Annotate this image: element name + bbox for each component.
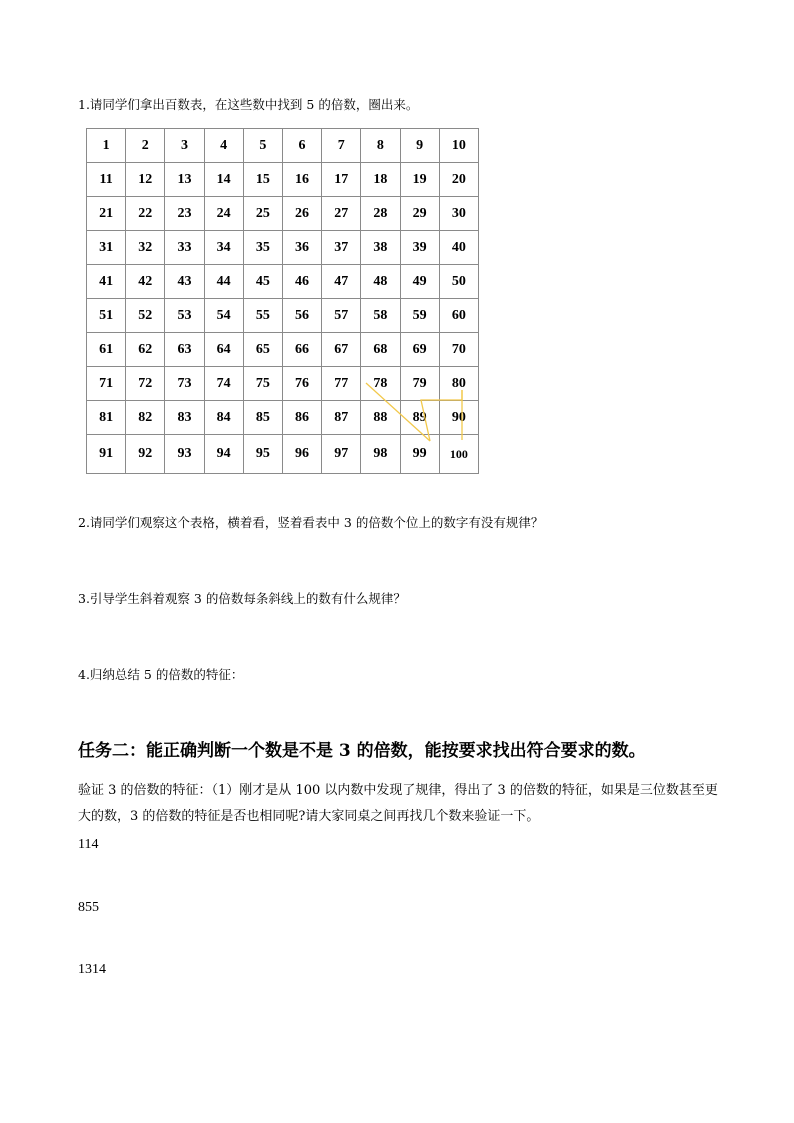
hundred-chart-cell: 32 [126, 231, 165, 265]
hundred-chart-cell: 64 [204, 333, 243, 367]
hundred-chart-cell: 75 [243, 367, 282, 401]
hundred-chart-cell: 60 [439, 299, 478, 333]
hundred-chart-cell: 10 [439, 129, 478, 163]
verify-number-3: 1314 [78, 962, 106, 977]
hundred-chart-cell: 8 [361, 129, 400, 163]
hundred-chart-cell: 50 [439, 265, 478, 299]
hundred-chart-cell: 63 [165, 333, 204, 367]
hundred-chart-cell: 69 [400, 333, 439, 367]
hundred-chart-cell: 66 [282, 333, 321, 367]
hundred-chart-cell: 48 [361, 265, 400, 299]
hundred-chart-cell: 65 [243, 333, 282, 367]
hundred-chart-cell: 41 [87, 265, 126, 299]
hundred-chart-cell: 2 [126, 129, 165, 163]
hundred-chart-cell: 12 [126, 163, 165, 197]
hundred-chart-cell: 44 [204, 265, 243, 299]
hundred-chart-cell: 73 [165, 367, 204, 401]
hundred-chart-cell: 98 [361, 435, 400, 474]
hundred-chart-cell: 19 [400, 163, 439, 197]
hundred-chart-cell: 38 [361, 231, 400, 265]
hundred-chart-cell: 9 [400, 129, 439, 163]
hundred-chart-cell: 40 [439, 231, 478, 265]
hundred-chart-row [87, 333, 479, 367]
hundred-chart-cell: 21 [87, 197, 126, 231]
hundred-chart-cell: 15 [243, 163, 282, 197]
hundred-chart-cell: 93 [165, 435, 204, 474]
hundred-chart-cell: 5 [243, 129, 282, 163]
question-3: 3.引导学生斜着观察 3 的倍数每条斜线上的数有什么规律？ [78, 591, 406, 606]
hundred-chart-cell: 79 [400, 367, 439, 401]
hundred-chart-cell: 89 [400, 401, 439, 435]
hundred-chart-cell: 34 [204, 231, 243, 265]
hundred-chart-cell: 18 [361, 163, 400, 197]
hundred-chart-cell: 14 [204, 163, 243, 197]
hundred-chart [86, 128, 479, 472]
hundred-chart-cell: 53 [165, 299, 204, 333]
hundred-chart-cell: 51 [87, 299, 126, 333]
hundred-chart-cell: 67 [322, 333, 361, 367]
hundred-chart-row [87, 163, 479, 197]
hundred-chart-cell: 61 [87, 333, 126, 367]
hundred-chart-cell: 20 [439, 163, 478, 197]
hundred-chart-cell: 81 [87, 401, 126, 435]
hundred-chart-row [87, 197, 479, 231]
hundred-chart-cell: 26 [282, 197, 321, 231]
hundred-chart-cell: 99 [400, 435, 439, 474]
hundred-chart-cell: 97 [322, 435, 361, 474]
hundred-chart-cell: 59 [400, 299, 439, 333]
hundred-chart-cell: 85 [243, 401, 282, 435]
task2-heading: 任务二：能正确判断一个数是不是 3 的倍数，能按要求找出符合要求的数。 [78, 741, 646, 761]
hundred-chart-cell: 54 [204, 299, 243, 333]
hundred-chart-cell: 11 [87, 163, 126, 197]
hundred-chart-table [86, 128, 479, 474]
hundred-chart-row [87, 435, 479, 474]
verify-number-1: 114 [78, 837, 99, 852]
hundred-chart-cell: 13 [165, 163, 204, 197]
hundred-chart-cell: 36 [282, 231, 321, 265]
hundred-chart-cell: 52 [126, 299, 165, 333]
hundred-chart-cell: 94 [204, 435, 243, 474]
hundred-chart-cell: 87 [322, 401, 361, 435]
hundred-chart-cell: 76 [282, 367, 321, 401]
hundred-chart-cell: 42 [126, 265, 165, 299]
task2-verify-text: 验证 3 的倍数的特征：（1）刚才是从 100 以内数中发现了规律，得出了 3 的倍数的特征，如果是三位数甚至更大的数，3 的倍数的特征是否也相同呢?请大家同桌之间再找几个数来验证一下。 [78, 783, 718, 824]
hundred-chart-row [87, 129, 479, 163]
hundred-chart-cell: 45 [243, 265, 282, 299]
hundred-chart-cell: 78 [361, 367, 400, 401]
hundred-chart-row [87, 299, 479, 333]
hundred-chart-cell: 25 [243, 197, 282, 231]
hundred-chart-cell: 16 [282, 163, 321, 197]
hundred-chart-cell: 31 [87, 231, 126, 265]
hundred-chart-cell: 28 [361, 197, 400, 231]
hundred-chart-cell: 3 [165, 129, 204, 163]
hundred-chart-cell: 30 [439, 197, 478, 231]
hundred-chart-cell: 24 [204, 197, 243, 231]
hundred-chart-cell: 22 [126, 197, 165, 231]
hundred-chart-cell: 92 [126, 435, 165, 474]
hundred-chart-cell: 84 [204, 401, 243, 435]
hundred-chart-row [87, 231, 479, 265]
hundred-chart-cell: 83 [165, 401, 204, 435]
question-2: 2.请同学们观察这个表格，横着看，竖着看表中 3 的倍数个位上的数字有没有规律？ [78, 515, 544, 530]
hundred-chart-row [87, 367, 479, 401]
hundred-chart-cell: 47 [322, 265, 361, 299]
hundred-chart-cell: 74 [204, 367, 243, 401]
hundred-chart-cell: 33 [165, 231, 204, 265]
hundred-chart-cell: 1 [87, 129, 126, 163]
hundred-chart-cell: 35 [243, 231, 282, 265]
hundred-chart-cell: 27 [322, 197, 361, 231]
verify-number-2: 855 [78, 900, 99, 915]
hundred-chart-cell: 90 [439, 401, 478, 435]
hundred-chart-cell: 62 [126, 333, 165, 367]
hundred-chart-row [87, 265, 479, 299]
hundred-chart-cell: 72 [126, 367, 165, 401]
hundred-chart-cell: 55 [243, 299, 282, 333]
hundred-chart-cell: 71 [87, 367, 126, 401]
hundred-chart-cell: 4 [204, 129, 243, 163]
hundred-chart-cell: 100 [439, 435, 478, 474]
hundred-chart-cell: 49 [400, 265, 439, 299]
hundred-chart-cell: 7 [322, 129, 361, 163]
hundred-chart-cell: 39 [400, 231, 439, 265]
hundred-chart-cell: 88 [361, 401, 400, 435]
hundred-chart-row [87, 401, 479, 435]
hundred-chart-cell: 29 [400, 197, 439, 231]
hundred-chart-cell: 91 [87, 435, 126, 474]
hundred-chart-cell: 6 [282, 129, 321, 163]
hundred-chart-cell: 43 [165, 265, 204, 299]
hundred-chart-cell: 37 [322, 231, 361, 265]
question-4: 4.归纳总结 5 的倍数的特征： [78, 667, 244, 682]
hundred-chart-cell: 46 [282, 265, 321, 299]
question-1: 1.请同学们拿出百数表，在这些数中找到 5 的倍数，圈出来。 [78, 97, 419, 112]
hundred-chart-cell: 80 [439, 367, 478, 401]
hundred-chart-cell: 70 [439, 333, 478, 367]
hundred-chart-cell: 68 [361, 333, 400, 367]
hundred-chart-cell: 57 [322, 299, 361, 333]
hundred-chart-cell: 17 [322, 163, 361, 197]
hundred-chart-cell: 56 [282, 299, 321, 333]
hundred-chart-cell: 77 [322, 367, 361, 401]
hundred-chart-cell: 96 [282, 435, 321, 474]
hundred-chart-cell: 23 [165, 197, 204, 231]
hundred-chart-cell: 82 [126, 401, 165, 435]
hundred-chart-cell: 95 [243, 435, 282, 474]
hundred-chart-cell: 58 [361, 299, 400, 333]
hundred-chart-cell: 86 [282, 401, 321, 435]
